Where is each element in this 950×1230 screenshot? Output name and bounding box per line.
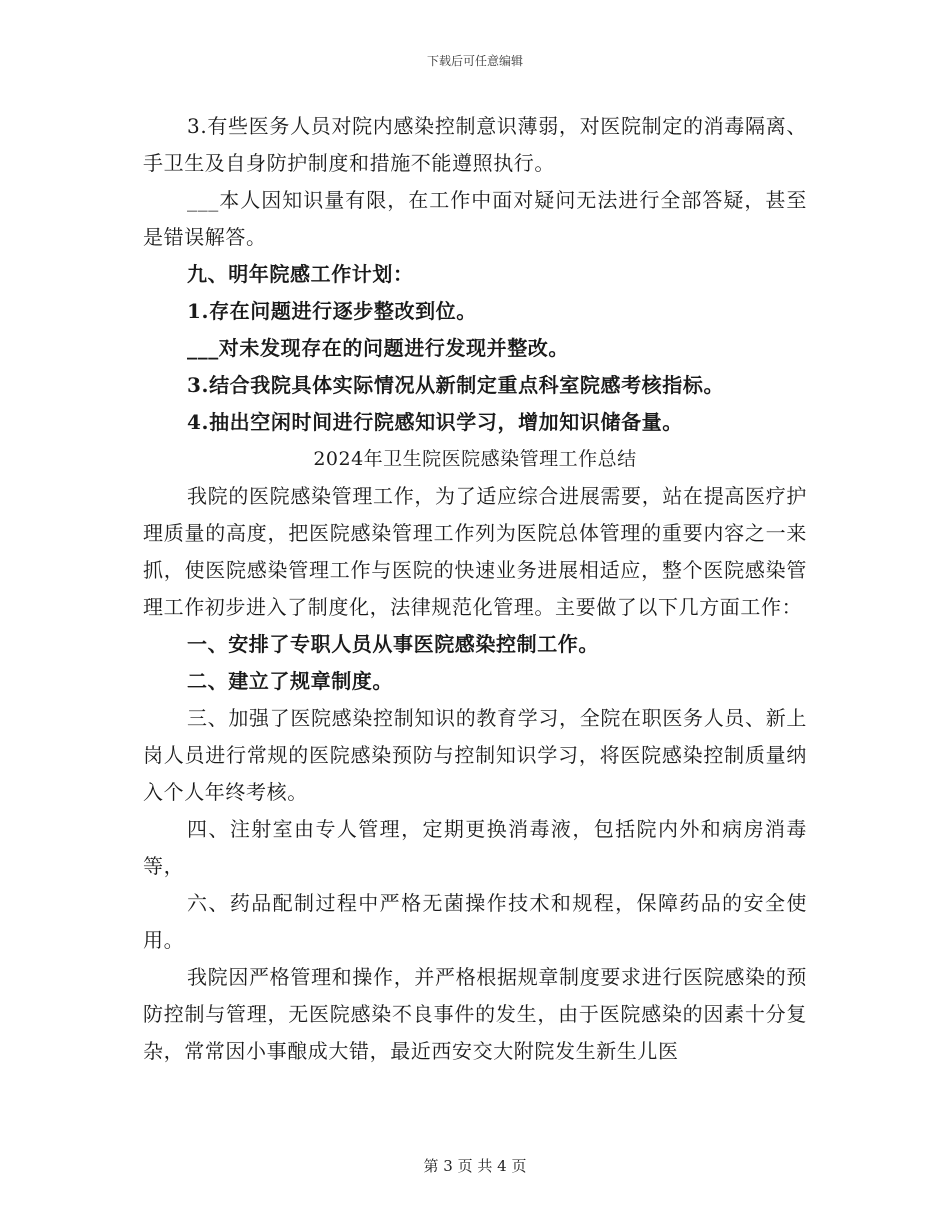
- section-heading-1: 一、安排了专职人员从事医院感染控制工作。: [187, 632, 599, 656]
- plan-item-3: 3.结合我院具体实际情况从新制定重点科室院感考核指标。: [187, 373, 725, 397]
- paragraph-knowledge-limit: ___本人因知识量有限，在工作中面对疑问无法进行全部答疑，甚至是错误解答。: [143, 188, 807, 249]
- document-title: 2024年卫生院医院感染管理工作总结: [313, 448, 637, 470]
- paragraph-conclusion: 我院因严格管理和操作，并严格根据规章制度要求进行医院感染的预防控制与管理，无医院感染不良事件的发生，由于医院感染的因素十分复杂，常常因小事酿成大错，最近西安交大附院发生新生儿医: [143, 965, 807, 1063]
- page-header-note: 下载后可任意编辑: [426, 54, 523, 68]
- page-number-footer: 第 3 页 共 4 页: [423, 1157, 527, 1175]
- section-heading-next-year-plan: 九、明年院感工作计划：: [187, 262, 414, 286]
- paragraph-issue-3: 3.有些医务人员对院内感染控制意识薄弱，对医院制定的消毒隔离、手卫生及自身防护制度和措施不能遵照执行。: [143, 114, 807, 175]
- paragraph-section-3: 三、加强了医院感染控制知识的教育学习，全院在职医务人员、新上岗人员进行常规的医院感染预防与控制知识学习，将医院感染控制质量纳入个人年终考核。: [143, 706, 807, 804]
- document-body: [143, 108, 807, 1070]
- paragraph-section-4: 四、注射室由专人管理，定期更换消毒液，包括院内外和病房消毒等，: [143, 817, 807, 878]
- plan-item-2: ___对未发现存在的问题进行发现并整改。: [187, 336, 569, 360]
- plan-item-4: 4.抽出空闲时间进行院感知识学习，增加知识储备量。: [187, 410, 683, 434]
- paragraph-section-6: 六、药品配制过程中严格无菌操作技术和规程，保障药品的安全使用。: [143, 891, 807, 952]
- section-heading-2: 二、建立了规章制度。: [187, 669, 393, 693]
- plan-item-1: 1.存在问题进行逐步整改到位。: [187, 299, 477, 323]
- paragraph-intro: 我院的医院感染管理工作，为了适应综合进展需要，站在提高医疗护理质量的高度，把医院感染管理工作列为医院总体管理的重要内容之一来抓，使医院感染管理工作与医院的快速业务进展相适应，整个医院感染管理工作初步进入了制度化，法律规范化管理。主要做了以下几方面工作：: [143, 484, 807, 619]
